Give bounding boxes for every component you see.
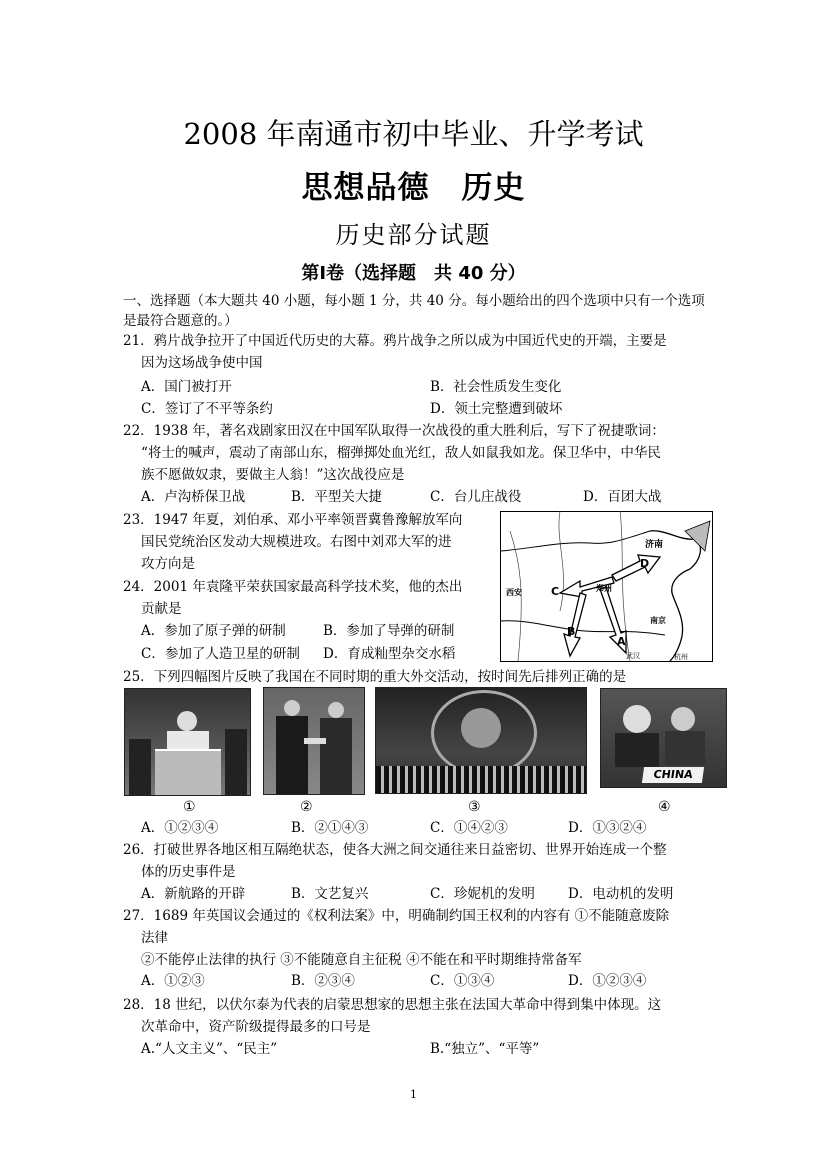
q22-option-b: B．平型关大捷 <box>291 489 382 505</box>
map-arrow-a-label: A <box>617 635 626 648</box>
q28-option-a: A.“人文主义”、“民主” <box>141 1041 278 1057</box>
q25-option-b: B．②①④③ <box>291 820 369 836</box>
q24-option-b: B．参加了导弹的研制 <box>323 623 455 639</box>
q22-option-d: D．百团大战 <box>583 489 662 505</box>
map-label-hangzhou: 杭州 <box>674 653 688 661</box>
map-arrow-b-label: B <box>567 625 576 638</box>
q24-option-c: C．参加了人造卫星的研制 <box>141 646 300 662</box>
subject-title: 思想品德 历史 <box>301 170 526 206</box>
q22-option-a: A．卢沟桥保卫战 <box>141 489 246 505</box>
photo-3 <box>375 687 587 794</box>
q25-option-c: C．①④②③ <box>430 820 508 836</box>
q24-option-d: D．育成籼型杂交水稻 <box>323 646 456 662</box>
q22-stem-3: 族不愿做奴隶，要做主人翁！”这次战役应是 <box>141 467 405 483</box>
photo-4 <box>600 688 727 788</box>
q24-stem-2: 贡献是 <box>141 601 182 617</box>
photo-2-caption: ② <box>300 799 313 815</box>
q27-option-b: B．②③④ <box>291 973 355 989</box>
instructions-line-1: 一、选择题（本大题共 40 小题，每小题 1 分，共 40 分。每小题给出的四个选项中只有一个选项 <box>123 293 705 309</box>
q26-option-a: A．新航路的开辟 <box>141 886 246 902</box>
instructions-line-2: 是最符合题意的。） <box>123 313 238 329</box>
liu-deng-army-map <box>500 511 713 662</box>
photo-1-caption: ① <box>183 799 196 815</box>
photo-4-caption: ④ <box>658 799 671 815</box>
map-label-nanjing: 南京 <box>650 616 666 625</box>
q27-option-c: C．①③④ <box>430 973 495 989</box>
q24-stem-1: 24．2001 年袁隆平荣获国家最高科学技术奖，他的杰出 <box>123 579 463 595</box>
q27-stem-3: ②不能停止法律的执行 ③不能随意自主征税 ④不能在和平时期维持常备军 <box>141 952 582 968</box>
q26-stem-1: 26．打破世界各地区相互隔绝状态，使各大洲之间交通往来日益密切、世界开始连成一个整 <box>123 842 667 858</box>
q23-stem-3: 攻方向是 <box>141 556 195 572</box>
q27-stem-2: 法律 <box>141 930 168 946</box>
photo-3-caption: ③ <box>468 799 481 815</box>
map-label-jinan: 济南 <box>645 540 664 550</box>
q26-option-c: C．珍妮机的发明 <box>430 886 535 902</box>
q26-option-b: B．文艺复兴 <box>291 886 369 902</box>
q26-stem-2: 体的历史事件是 <box>141 864 236 880</box>
section-title: 历史部分试题 <box>335 221 492 249</box>
china-nameplate: CHINA <box>642 767 704 783</box>
q22-stem-1: 22．1938 年，著名戏剧家田汉在中国军队取得一次战役的重大胜利后，写下了祝捷歌词： <box>123 423 665 439</box>
q25-stem: 25．下列四幅图片反映了我国在不同时期的重大外交活动，按时间先后排列正确的是 <box>123 669 627 685</box>
q22-stem-2: “将士的喊声，震动了南部山东，榴弹掷处血光红，敌人如鼠我如龙。保卫华中，中华民 <box>141 445 661 461</box>
page-number: 1 <box>410 1088 417 1101</box>
q21-option-b: B．社会性质发生变化 <box>430 379 562 395</box>
map-arrow-c-label: C <box>551 585 560 598</box>
map-label-zhengzhou: 郑州 <box>596 584 612 593</box>
q21-stem-2: 因为这场战争使中国 <box>141 355 263 371</box>
q21-option-c: C．签订了不平等条约 <box>141 401 273 417</box>
q28-option-b: B.“独立”、“平等” <box>430 1041 540 1057</box>
q23-stem-2: 国民党统治区发动大规模进攻。右图中刘邓大军的进 <box>141 534 452 550</box>
map-label-xian: 西安 <box>506 588 522 597</box>
q25-option-a: A．①②③④ <box>141 820 219 836</box>
exam-title: 2008 年南通市初中毕业、升学考试 <box>183 117 644 151</box>
photo-1 <box>124 688 251 796</box>
q24-option-a: A．参加了原子弹的研制 <box>141 623 286 639</box>
q22-option-c: C．台儿庄战役 <box>430 489 522 505</box>
q27-option-a: A．①②③ <box>141 973 205 989</box>
q23-stem-1: 23．1947 年夏，刘伯承、邓小平率领晋冀鲁豫解放军向 <box>123 512 463 528</box>
q27-stem-1: 27．1689 年英国议会通过的《权利法案》中，明确制约国王权利的内容有 ①不能随意废除 <box>123 908 670 924</box>
photo-2 <box>263 687 365 795</box>
q27-option-d: D．①②③④ <box>568 973 647 989</box>
q21-option-d: D．领土完整遭到破坏 <box>430 401 563 417</box>
q28-stem-1: 28．18 世纪，以伏尔泰为代表的启蒙思想家的思想主张在法国大革命中得到集中体现。这 <box>123 997 662 1013</box>
q26-option-d: D．电动机的发明 <box>568 886 674 902</box>
q28-stem-2: 次革命中，资产阶级提得最多的口号是 <box>141 1019 371 1035</box>
q21-option-a: A．国门被打开 <box>141 379 232 395</box>
volume-title: 第Ⅰ卷（选择题 共 40 分） <box>301 263 526 284</box>
q21-stem-1: 21．鸦片战争拉开了中国近代历史的大幕。鸦片战争之所以成为中国近代史的开端，主要是 <box>123 333 667 349</box>
map-label-wuhan: 武汉 <box>626 652 640 660</box>
q25-option-d: D．①③②④ <box>568 820 647 836</box>
map-arrow-d-label: D <box>640 557 650 570</box>
